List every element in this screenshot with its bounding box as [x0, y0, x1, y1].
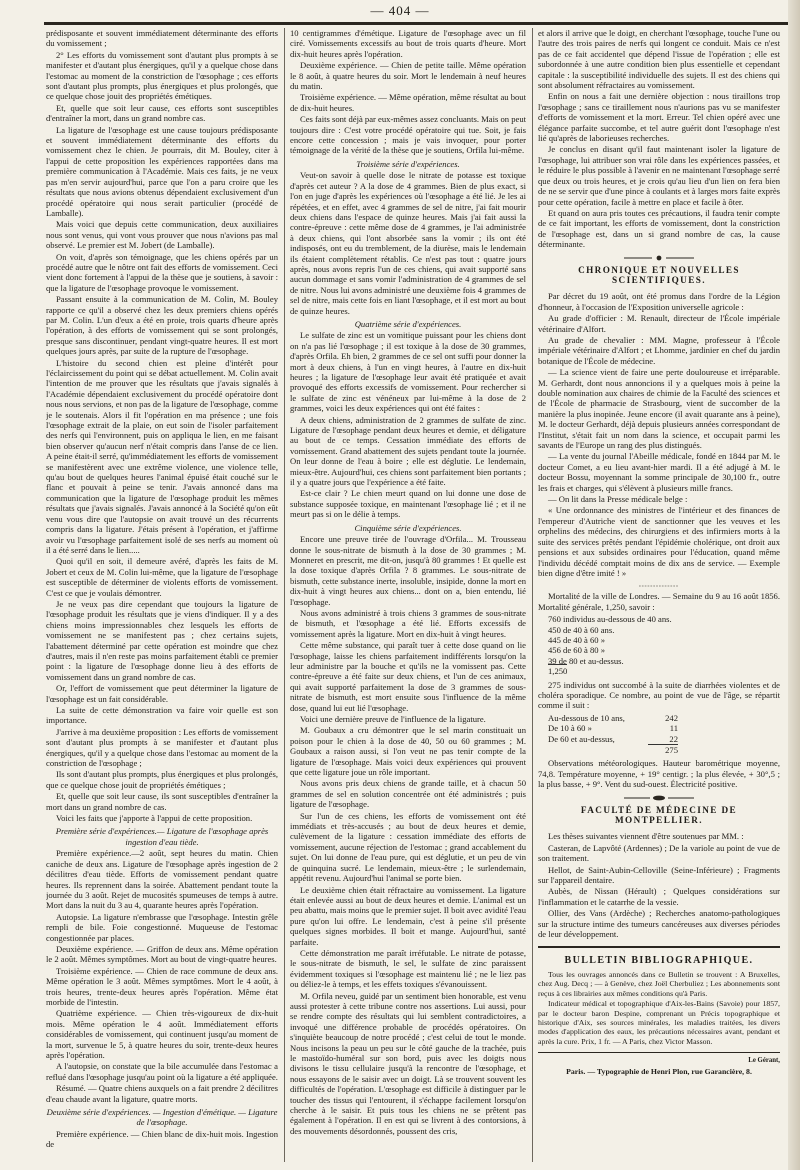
paragraph: Par décret du 19 août, ont été promus dans l'ordre de la Légion d'honneur, à l'occasion de l'Exposition universelle agricole : — [538, 291, 780, 312]
paragraph: Veut-on savoir à quelle dose le nitrate de potasse est toxique d'après cet auteur ? A la dose de 4 grammes. Bien de plus exact, si l'on en juge d'après les expériences où l'œsophage a été lié. Je les ai répétées, et en effet, avec 4 grammes de sel de nitre, j'ai fait mourir deux chiens dans l'espace de quinze heures. Mais j'ai fait aussi la contre-épreuve : cette même dose de 4 grammes, je l'ai administrée à deux chiens, qui l'ont absorbée sans la vomir ; ils ont été indisposés, ont eu du tremblement, de la diurèse, mais le lendemain ils étaient complètement rétablis. Ce n'est pas tout : quatre jours après, nous avons repris l'un de ces chiens, qui avait supporté sans aucun dommage et sans vomir l'administration de 4 grammes de sel de nitre. Nous lui avons administré une deuxième fois 4 grammes de sel de nitre, mais cette fois en liant l'œsophage, et il est mort au bout de quinze heures. — [290, 170, 526, 316]
paragraph: A l'autopsie, on constate que la bile accumulée dans l'estomac a reflué dans l'œsophage jusqu'au point où la ligature a été appliquée. — [46, 1061, 278, 1082]
paragraph: Les thèses suivantes viennent d'être soutenues par MM. : — [548, 831, 744, 842]
paragraph: Ces faits sont déjà par eux-mêmes assez concluants. Mais on peut toujours dire : C'est votre procédé opératoire qui tue. Soit, je fais encore cette concession ; mais je vais invoquer, pour porter témoignage de la vérité de la thèse que je soutiens, Orfila lui-même. — [290, 114, 526, 156]
table-row: Au-dessous de 10 ans, 242 — [548, 712, 678, 723]
column-divider — [532, 28, 533, 1162]
ornament-divider-icon — [624, 255, 694, 261]
paragraph: Observations météorologiques. Hauteur barométrique moyenne, 74,8. Température moyenne, + 19° centigr. ; la plus élevée, + 30°,5 ; la plus basse, + 9°. Vent du sud-ouest. Électricité positive. — [538, 758, 780, 790]
header-rule — [44, 22, 792, 25]
paragraph: M. Goubaux a cru démontrer que le sel marin constituait un poison pour le chien à la dose de 40, 50 ou 60 grammes ; M. Goubaux a raison aussi, si l'on veut ne pas tenir compte de la ligature de l'œsophage. Mais voici deux expériences qui prouvent que cette ligature joue un rôle important. — [290, 725, 526, 778]
paragraph: Mais voici que depuis cette communication, deux auxiliaires nous sont venus, qui vont vous prouver que nous n'avions pas mal observé. Le premier est M. Jobert (de Lamballe). — [46, 219, 278, 251]
paragraph: A deux chiens, administration de 2 grammes de sulfate de zinc. Ligature de l'œsophage pendant deux heures et demie, et déligature au bout de ce temps. Cessation immédiate des efforts de vomissement. Grand abattement des sujets pendant toute la journée. On leur donne de l'eau à boire ; elle est déglutie. Le lendemain, mieux-être. Aujourd'hui, ces chiens sont parfaitement bien portants ; il y a quatre jours que l'expérience a été faite. — [290, 414, 526, 488]
table-row: 456 de 60 à 80 » — [548, 645, 606, 656]
table-row: 760 individus au-dessous de 40 ans. — [548, 614, 672, 625]
paragraph: On voit, d'après son témoignage, que les chiens opérés par un procédé autre que le nôtre ont fait des efforts de vomissement. Ceci vient donc fortement à l'appui de la thèse que je soutiens, à savoir : que la ligature de l'œsophage provoque le vomissement. — [46, 251, 278, 293]
paragraph: Ils sont d'autant plus prompts, plus énergiques et plus prolongés, que ce quelque chose jouit de propriétés émétiques ; — [46, 769, 278, 790]
table-row: De 10 à 60 » 11 — [548, 723, 678, 734]
column-1 — [46, 28, 278, 1162]
paragraph: Au grade d'officier : M. Renault, directeur de l'École impériale vétérinaire d'Alfort. — [538, 313, 780, 334]
paragraph: Quatrième expérience. — Chien très-vigoureux de dix-huit mois. Même opération le 4 août. Immédiatement efforts considérables de vomissement, qui continuent jusqu'au moment de la mort, survenue le 5, à quatre heures du soir, trente-deux heures après l'opération. — [46, 1008, 278, 1060]
paragraph: Troisième expérience. — Même opération, même résultat au bout de dix-huit heures. — [290, 92, 526, 113]
series-heading: Première série d'expériences.— Ligature de l'œsophage après ingestion d'eau tiède. — [55, 826, 269, 847]
paragraph: Indicateur médical et topographique d'Aix-les-Bains (Savoie) pour 1857, par le docteur baron Despine, comprenant un Précis topographique et historique d'Aix, ses sources minérales, les maladies traitées, les divers modes d'application des eaux, les précautions nécessaires avant, pendant et après la cure. Prix, 1 fr. — A Paris, chez Victor Masson. — [538, 999, 780, 1046]
table-row: 39 de 80 et au-dessus. — [548, 655, 624, 666]
paragraph: Le sulfate de zinc est un vomitique puissant pour les chiens dont on n'a pas lié l'œsophage ; il est toxique à la dose de 30 grammes, d'après Orfila. Eh bien, 2 grammes de ce sel ont suffi pour donner la mort à deux chiens, à l'un en vingt heures, à l'autre en dix-huit heures ; la ligature de l'œsophage leur avait été pratiquée et avait provoqué des efforts excessifs de vomissement. Pour rechercher si le sulfate de zinc est vénéneux par lui-même à la dose de 2 grammes, voici les deux expériences qui ont été faites : — [290, 330, 526, 414]
paragraph: Le deuxième chien était réfractaire au vomissement. La ligature était enlevée aussi au bout de deux heures et demie. L'animal est un peu abattu, mais moins que le premier sujet. Il boit avec avidité l'eau pure qu'on lui offre. Le lendemain, c'est à peine s'il présente quelques signes morbides. Il boit et mange. Aujourd'hui, santé parfaite. — [290, 884, 526, 947]
paragraph: 10 centigrammes d'émétique. Ligature de l'œsophage avec un fil ciré. Vomissements excessifs au bout de trois quarts d'heure. Mort dix-huit heures après l'opération. — [290, 28, 526, 59]
table-total: 275 — [538, 744, 780, 755]
paragraph: — On lit dans la Presse médicale belge : — [548, 494, 688, 505]
paragraph: — La vente du journal l'Abeille médicale, fondé en 1844 par M. le docteur Comet, a eu lieu avant-hier mardi. Il a été adjugé à M. le docteur Bossu, moyennant la somme principale de 30,100 fr., outre les frais et charges, qui s'élèvent à plusieurs mille francs. — [538, 451, 780, 493]
paragraph: Cette démonstration me paraît irréfutable. Le nitrate de potasse, le sous-nitrate de bismuth, le sel, le sulfate de zinc paraissent évidemment toxiques si l'œsophage est maintenu lié ; ne le liez pas ou déliez-le à temps, et les effets toxiques s'évanouissent. — [290, 947, 526, 990]
table-total: 1,250 — [548, 666, 568, 677]
table-row: 445 de 40 à 60 » — [548, 634, 606, 645]
series-heading: Quatrième série d'expériences. — [354, 318, 462, 329]
paragraph: La ligature de l'œsophage est une cause toujours prédisposante et souvent immédiatement déterminante des efforts du vomissement chez le chien. Je pourrais, dit M. Bouley, citer à l'appui de cette proposition les expériences rapportées dans ma première communication à l'Académie. Mais ces faits, je ne veux pas m'en servir aujourd'hui, parce que l'on a paru croire que les résultats que nous avions obtenus dépendaient exclusivement d'un procédé opératoire qui nous serait particulier (procédé de Lamballe). — [46, 124, 278, 218]
paragraph: Nous avons administré à trois chiens 3 grammes de sous-nitrate de bismuth, et l'œsophage a été lié. Efforts excessifs de vomissement après la ligature. Mort en dix-huit à vingt heures. — [290, 607, 526, 639]
mortality-table — [538, 614, 780, 676]
signoff — [538, 1052, 780, 1077]
paragraph: Sur l'un de ces chiens, les efforts de vomissement ont été immédiats et très-accusés ; au bout de deux heures et demie, culèvement de la ligature : cessation immédiate des efforts de vomissement, aucune réjection de l'estomac ; grand accablement du sujet. On lui donne de l'eau pure, qui est déglutie, et un peu de vin de quinquina sucré. Le lendemain, mieux-être ; le surlendemain, appétit revenu. Aujourd'hui l'animal se porte bien. — [290, 810, 526, 884]
paragraph: J'arrive à ma deuxième proposition : Les efforts de vomissement sont d'autant plus prompts à se manifester et d'autant plus énergiques, qu'il y a quelque chose dans l'estomac au moment de la constriction de l'œsophage ; — [46, 726, 278, 769]
paragraph: Je ne veux pas dire cependant que toujours la ligature de l'œsophage produit les résultats que je viens d'indiquer. Il y a des chiens moins impressionnables chez lesquels les efforts de vomissement ne se manifestent pas ; chez certains sujets, l'abattement déterminé par cette opération est moindre que chez d'autres, mais il n'en reste pas moins parfaitement établi ce premier point : la ligature de l'œsophage donne lieu à des efforts de vomissement dans un grand nombre de cas. — [46, 598, 278, 682]
series-heading: Deuxième série d'expériences. — Ingestion d'émétique. — Ligature de l'œsophage. — [46, 1107, 278, 1128]
printer-line: Paris. — Typographie de Henri Plon, rue Garancière, 8. — [566, 1066, 752, 1076]
table-row: 450 de 40 à 60 ans. — [548, 624, 615, 635]
paragraph: Deuxième expérience. — Griffon de deux ans. Même opération le 2 août. Mêmes symptômes. Mort au bout de vingt-quatre heures. — [46, 943, 278, 965]
table-row: De 60 et au-dessus, 22 — [548, 733, 678, 744]
paragraph: Nous avons pris deux chiens de grande taille, et à chacun 50 grammes de sel en solution concentrée ont été administrés ; puis ligature de l'œsophage. — [290, 778, 526, 810]
paragraph: Hellot, de Saint-Aubin-Celloville (Seine-Inférieure) ; Fragments sur l'appareil dentaire. — [538, 864, 780, 886]
paragraph: Première expérience.—2 août, sept heures du matin. Chien caniche de deux ans. Ligature de l'œsophage après ingestion de 2 décilitres d'eau tiède. Efforts de vomissement pendant quatre heures. Ils reprennent dans la soirée. Abattement pendant toute la journée du 3 août. Rejet de mucosités spumeuses de temps à autre. Mort dans la nuit du 3 au 4, quarante heures après l'opération. — [46, 848, 278, 911]
paragraph: Mortalité de la ville de Londres. — Semaine du 9 au 16 août 1856. Mortalité générale, 1,250, savoir : — [538, 591, 780, 612]
series-heading: Cinquième série d'expériences. — [354, 522, 462, 533]
paragraph: Et quand on aura pris toutes ces précautions, il faudra tenir compte de ce fait important, les efforts de vomissement, dont la constriction de l'œsophage est, dans un si grand nombre de cas, la cause déterminante. — [538, 207, 780, 250]
paragraph: La suite de cette démonstration va faire voir quelle est son importance. — [46, 705, 278, 726]
paragraph: M. Orfila neveu, guidé par un sentiment bien honorable, est venu aussi protester à cette tribune contre nos assertions. Lui aussi, pour se rendre compte des résultats qui lui semblent contradictoires, a invoqué une différence probable de procédés opératoires. On s'inquiète beaucoup de notre procédé ; c'est celui de tout le monde. Nous incisons la peau un peu sur le côté gauche de la trachée, puis le mastoïdo-huméral sur son bord, puis avec les doigts nous divisons le tissu cellulaire jusqu'à la rencontre de l'œsophage, et nous essayons de le saisir avec un doigt. Là se trouvent souvent les difficultés de l'opération. L'œsophage est difficile à distinguer par le toucher des tissus qui l'entourent, il s'échappe facilement lorsqu'on cherche à le saisir. Et puis tous les chiens ne se prêtent pas également à l'opération. Il en est qui se livrent à des contorsions, à des mouvements désordonnés, poussent des cris, — [290, 990, 526, 1136]
paragraph: Passant ensuite à la communication de M. Colin, M. Bouley rapporte ce qu'il a observé chez les deux premiers chiens opérés par M. Colin. L'un d'eux a été en proie, trois quarts d'heure après l'opération, à des efforts de vomissement qui se sont prolongés, presque sans discontinuer, pendant vingt-quatre heures. Il est mort quelques jours après, par suite de la rupture de l'œsophage. — [46, 294, 278, 357]
paragraph: Première expérience. — Chien blanc de dix-huit mois. Ingestion de — [46, 1128, 278, 1150]
paragraph: Est-ce clair ? Le chien meurt quand on lui donne une dose de substance supposée toxique, en maintenant l'œsophage lié ; et il ne meurt pas si on le délie à temps. — [290, 488, 526, 520]
paragraph: Enfin on nous a fait une dernière objection : nous tiraillons trop l'œsophage ; sans ce tiraillement nous n'aurions pas vu se manifester d'efforts de vomissement et la mort. Erreur. Tel chien opéré avec une élégance parfaite succombe, et tel autre guérit dont l'œsophage n'est lié qu'après de laborieuses recherches. — [538, 91, 780, 144]
paragraph: Autopsie. La ligature n'embrasse que l'œsophage. Intestin grêle rempli de bile. Foie congestionné. Muqueuse de l'estomac congestionnée par places. — [46, 911, 278, 943]
page-edge — [788, 0, 800, 1170]
column-3 — [538, 28, 780, 1162]
column-2 — [290, 28, 526, 1162]
paragraph: 2° Les efforts du vomissement sont d'autant plus prompts à se manifester et d'autant plus énergiques, qu'il y a quelque chose dans l'estomac au moment de la constriction de l'œsophage ; ces efforts sont d'autant plus prompts, plus énergiques et plus prolongés, que ce quelque chose jouit des propriétés émétiques. — [46, 49, 278, 102]
paragraph: et alors il arrive que le doigt, en cherchant l'œsophage, touche l'une ou l'autre des trois paires de nerfs qui longent ce conduit. Mais ce n'est pas de ce fait accidentel que dépend l'issue de l'opération ; elle est subordonnée à une autre condition bien plus essentielle et cependant capitale : la susceptibilité individuelle des sujets. Il est des chiens qui sont absolument réfractaires au vomissement. — [538, 28, 780, 91]
page-number: — 404 — — [370, 3, 430, 18]
paragraph: L'histoire du second chien est pleine d'intérêt pour l'éclaircissement du point qui se débat actuellement. M. Colin avait l'intention de me prouver que les résultats que j'avais signalés à l'Académie dépendaient exclusivement du procédé opératoire dont nous nous servions, et non pas de la ligature de l'œsophage, comme je le soutenais. Alors il fit l'opération en ma présence ; une fois l'œsophage extrait de la plaie, on eut soin de l'isoler parfaitement des nerfs qui l'environnent, puis on appliqua le lien, en me faisant bien observer qu'aucun nerf n'était compris dans l'anse de ce lien. A peine était-il serré, qu'immédiatement les efforts de vomissement se manifestèrent avec une extrême violence, une violence telle, qu'au bout de quelques heures l'animal épuisé était couché sur le flanc et pouvait à peine se tenir. J'avais annoncé dans ma communication que la ligature de l'œsophage produit les mêmes résultats que j'avais signalés. J'avais annoncé à la Société qu'on eût venu vous dire que l'autopsie on avait trouvé un des récurrents compris dans la ligature. J'étais présent à l'opération, et j'affirme avoir vu l'œsophage parfaitement isolé de ses nerfs au moment où il a été serré dans le lien..... — [46, 357, 278, 555]
age-breakdown-table — [538, 713, 780, 756]
paragraph: Ollier, des Vans (Ardèche) ; Recherches anatomo-pathologiques sur la structure intime des tumeurs cancéreuses aux diverses périodes de leur développement. — [538, 908, 780, 940]
paragraph: Aubès, de Nissan (Hérault) ; Quelques considérations sur l'inflammation et le catarrhe de la vessie. — [538, 886, 780, 907]
paragraph: Et, quelle que soit leur cause, ces efforts sont susceptibles d'entraîner la mort, dans un grand nombre cas. — [46, 102, 278, 124]
column-divider — [284, 28, 285, 1162]
paragraph: Au grade de chevalier : MM. Magne, professeur à l'École impériale vétérinaire d'Alfort ; et Lhomme, jardinier en chef du jardin botanique de l'École de médecine. — [538, 334, 780, 366]
paragraph: Cette même substance, qui paraît tuer à cette dose quand on lie l'œsophage, laisse les chiens parfaitement indifférents lorsqu'on la leur administre par la bouche et qu'ils ne la vomissent pas. Cette contre-épreuve a été faite sur deux chiens, et l'un de ces animaux, qui avait supporté parfaitement la dose de 3 grammes de sous-nitrate de bismuth, est mort ensuite sous l'influence de la même dose, quand lui eut lié l'œsophage. — [290, 640, 526, 713]
biblio-title: BULLETIN BIBLIOGRAPHIQUE. — [564, 954, 754, 966]
paragraph: Deuxième expérience. — Chien de petite taille. Même opération le 8 août, à quatre heures du soir. Mort le lendemain à neuf heures du matin. — [290, 60, 526, 92]
series-heading: Troisième série d'expériences. — [356, 158, 460, 169]
paragraph: Troisième expérience. — Chien de race commune de deux ans. Même opération le 3 août. Mêmes symptômes. Mort le 4 août, à trois heures, trente-deux heures après l'opération. Même état morbide de l'intestin. — [46, 965, 278, 1007]
gerant-label: Le Gérant, — [748, 1057, 780, 1065]
paragraph: Tous les ouvrages annoncés dans ce Bulletin se trouvent : A Bruxelles, chez Aug. Decq ; — à Genève, chez Joël Cherbuliez ; Les abonnements sont reçus à ces librairies aux mêmes conditions qu'à Paris. — [538, 969, 780, 998]
bibliography-section — [538, 946, 780, 1047]
paragraph: 275 individus ont succombé à la suite de diarrhées violentes et de choléra sporadique. Ce nombre, au point de vue de l'âge, se répartit comme il suit : — [538, 679, 780, 711]
chronique-title: CHRONIQUE ET NOUVELLES SCIENTIFIQUES. — [578, 264, 740, 285]
paragraph: Encore une preuve tirée de l'ouvrage d'Orfila... M. Trousseau donne le sous-nitrate de bismuth à la dose de 30 grammes ; M. Monneret en prescrit, me dit-on, jusqu'à 80 grammes ! Et quelle est la dose toxique d'après Orfila ? 8 grammes. Le sous-nitrate de bismuth, cette substance inerte, insoluble, insipide, donne la mort en dix-huit à vingt heures aux chiens... dont on a, bien entendu, lié l'œsophage. — [290, 534, 526, 607]
faculte-title: FACULTÉ DE MÉDECINE DE MONTPELLIER. — [580, 804, 738, 826]
paragraph: Je conclus en disant qu'il faut maintenant isoler la ligature de l'œsophage, lui attribuer son vrai rôle dans les expériences passées, et le réduire le plus possible à l'avenir en ne maintenant l'œsophage serré que deux ou trois heures, et je crois qu'au lieu d'un lien on fera bien de ne se servir que d'une pince à coulants et à larges mors faite exprès pour cette opération, facile à mettre en place et facile à ôter. — [538, 144, 780, 207]
paragraph: Or, l'effort de vomissement que peut déterminer la ligature de l'œsophage est un fait considérable. — [46, 683, 278, 704]
paragraph: Casteran, de Lapvôté (Ardennes) ; De la variole au point de vue de son traitement. — [538, 842, 780, 864]
paragraph: Résumé. — Quatre chiens auxquels on a fait prendre 2 décilitres d'eau chaude avant la ligature, quatre morts. — [46, 1083, 278, 1104]
paragraph: prédisposante et souvent immédiatement déterminante des efforts du vomissement ; — [46, 28, 278, 49]
paragraph: Voici les faits que j'apporte à l'appui de cette proposition. — [56, 813, 253, 824]
paragraph: Quoi qu'il en soit, il demeure avéré, d'après les faits de M. Jobert et ceux de M. Colin lui-même, que la ligature de l'œsophage est susceptible de déterminer de violents efforts de vomissement. C'est ce que je voulais démontrer. — [46, 556, 278, 598]
ornament-divider-icon — [624, 795, 694, 801]
paragraph: — La science vient de faire une perte douloureuse et irréparable. M. Gerhardt, dont nous annoncions il y a quelques mois à peine la double nomination aux chaires de chimie de la Faculté des sciences et de l'École de pharmacie de Strasbourg, vient de succomber de la manière la plus inopinée. Jeune encore (il avait quarante ans à peine), M. le docteur Gerhardt, déjà depuis plusieurs années correspondant de l'Institut, s'était fait un nom dans la science, et occupait parmi les savants de l'Europe un rang des plus distingués. — [538, 367, 780, 451]
paragraph: « Une ordonnance des ministres de l'intérieur et des finances de l'empereur d'Autriche vient de sanctionner que les veuves et les orphelins des médecins, des chirurgiens et des infirmiers morts à la suite des services prêtés pendant l'épidémie cholérique, ont droit aux pensions et aux subsides ordinaires pour l'éducation, quand même l'individu décédé comptait moins de dix ans de service. — Exemple bien digne d'être imité ! » — [538, 505, 780, 578]
paragraph: Et, quelle que soit leur cause, ils sont susceptibles d'entraîner la mort dans un grand nombre de cas. — [46, 791, 278, 812]
paragraph: Voici une dernière preuve de l'influence de la ligature. — [300, 714, 486, 724]
small-rule-icon — [639, 583, 679, 589]
